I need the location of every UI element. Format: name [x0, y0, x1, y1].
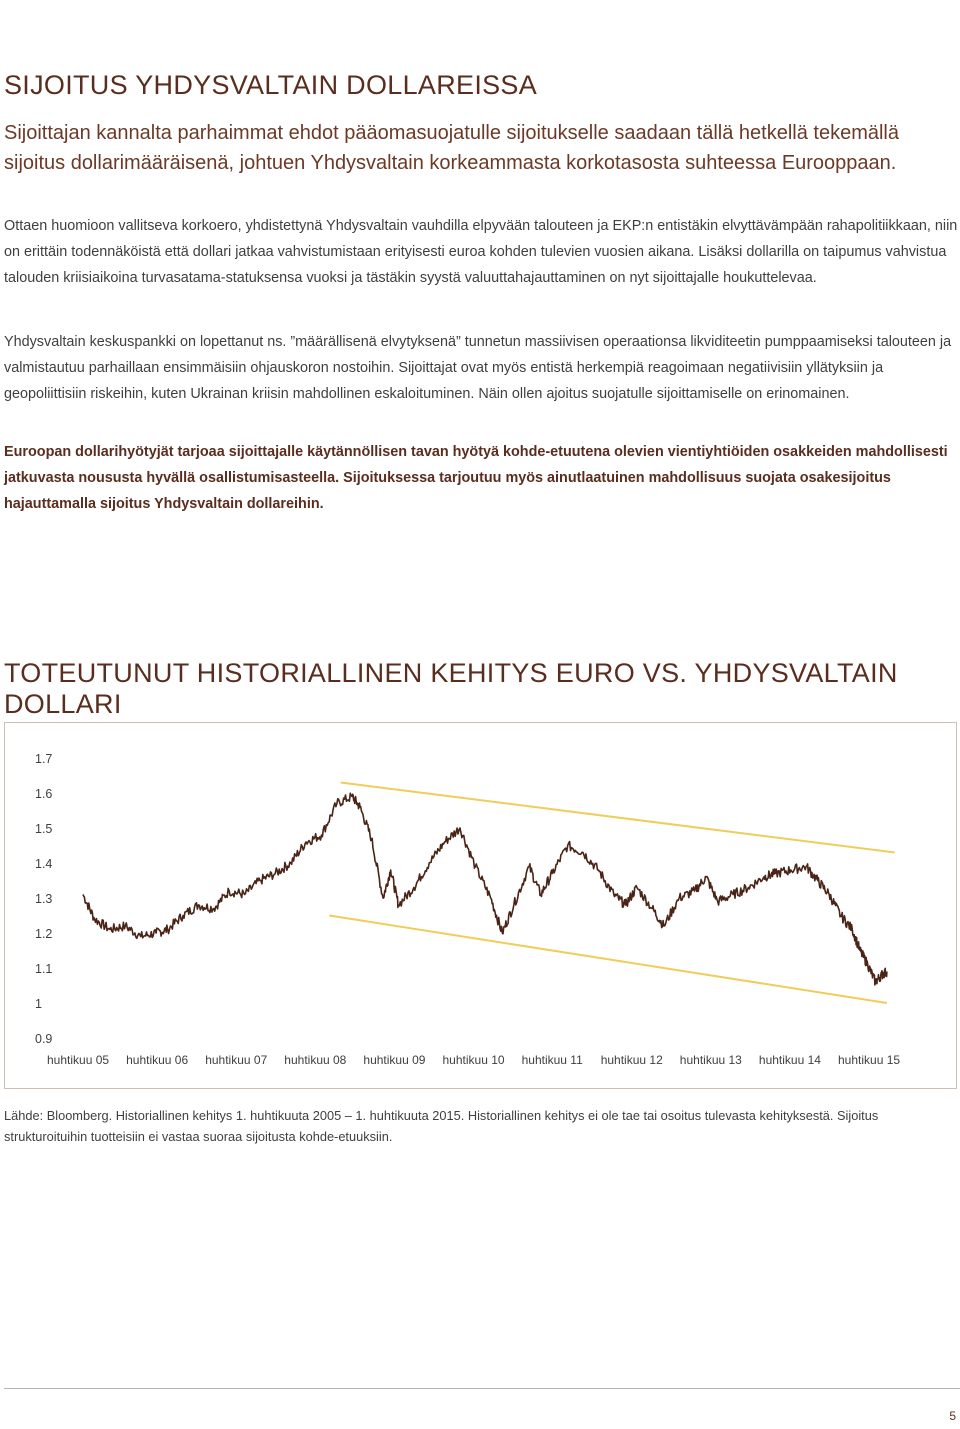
section-title: SIJOITUS YHDYSVALTAIN DOLLAREISSA	[4, 70, 538, 100]
upper-trend-line	[341, 783, 895, 853]
y-tick-label: 1.5	[35, 822, 53, 836]
lower-trend-line	[329, 916, 887, 1004]
body-paragraph-1: Ottaen huomioon vallitseva korkoero, yhdistettynä Yhdysvaltain vauhdilla elpyvään talouteen ja EKP:n entistäkin elvyttävämpään rahapolitiikkaan, niin on erittäin todennäköistä että dollari jatkaa vahvistumistaan erityisesti euroa kohden tulevien vuosien aikana. Lisäksi dollarilla on taipumus vahvistua talouden kriisiaikoina turvasatama-statuksensa vuoksi ja tästäkin syystä valuuttahajauttaminen on nyt sijoittajalle houkuttelevaa.	[4, 218, 958, 286]
x-tick-label: huhtikuu 08	[284, 1053, 347, 1067]
eurusd-series-line	[83, 793, 887, 985]
x-tick-label: huhtikuu 11	[521, 1053, 583, 1067]
y-tick-label: 1.6	[35, 787, 53, 801]
x-tick-label: huhtikuu 09	[363, 1053, 426, 1067]
y-tick-label: 1.4	[35, 857, 53, 871]
page-number: 5	[949, 1409, 956, 1423]
chart-title: TOTEUTUNUT HISTORIALLINEN KEHITYS EURO VS. YHDYSVALTAIN DOLLARI	[4, 658, 898, 719]
eurusd-line-chart	[5, 723, 956, 1088]
lead-paragraph: Sijoittajan kannalta parhaimmat ehdot pääomasuojatulle sijoitukselle saadaan tällä hetkellä tekemällä sijoitus dollarimääräisenä, johtuen Yhdysvaltain korkeammasta korkotasosta suhteessa Eurooppaan.	[4, 122, 899, 174]
y-tick-label: 1.2	[35, 927, 53, 941]
x-tick-label: huhtikuu 12	[600, 1053, 663, 1067]
x-tick-label: huhtikuu 07	[205, 1053, 268, 1067]
y-tick-label: 1.1	[35, 962, 53, 976]
y-tick-label: 0.9	[35, 1032, 53, 1046]
y-tick-label: 1.7	[35, 752, 53, 766]
footer-divider	[4, 1388, 960, 1389]
y-tick-label: 1	[35, 997, 42, 1011]
body-paragraph-highlight: Euroopan dollarihyötyjät tarjoaa sijoittajalle käytännöllisen tavan hyötyä kohde-etuutena olevien vientiyhtiöiden osakkeiden mahdollisesti jatkuvasta noususta hyvällä osallistumisasteella. Sijoituksessa tarjoutuu myös ainutlaatuinen mahdollisuus suojata osakesijoitus hajauttamalla sijoitus Yhdysvaltain dollareihin.	[4, 444, 948, 512]
x-tick-label: huhtikuu 14	[758, 1053, 821, 1067]
y-tick-label: 1.3	[35, 892, 53, 906]
source-note: Lähde: Bloomberg. Historiallinen kehitys 1. huhtikuuta 2005 – 1. huhtikuuta 2015. Historiallinen kehitys ei ole tae tai osoitus tulevasta kehityksestä. Sijoitus strukturoituihin tuotteisiin ei vastaa suoraa sijoitusta kohde-etuuksiin.	[4, 1108, 879, 1144]
body-paragraph-2: Yhdysvaltain keskuspankki on lopettanut ns. ”määrällisenä elvytyksenä” tunnetun massiivisen operaationsa likviditeetin pumppaamiseksi talouteen ja valmistautuu parhaillaan ensimmäisiin ohjauskoron nostoihin. Sijoittajat ovat myös entistä herkempiä reagoimaan negatiivisiin yllätyksiin ja geopoliittisiin riskeihin, kuten Ukrainan kriisin mahdollinen eskaloituminen. Näin ollen ajoitus suojatulle sijoittamiselle on erinomainen.	[4, 334, 952, 402]
x-tick-label: huhtikuu 06	[126, 1053, 189, 1067]
x-tick-label: huhtikuu 13	[679, 1053, 742, 1067]
x-tick-label: huhtikuu 05	[47, 1053, 110, 1067]
x-tick-label: huhtikuu 15	[838, 1053, 901, 1067]
x-tick-label: huhtikuu 10	[442, 1053, 505, 1067]
chart-container	[4, 722, 957, 1089]
